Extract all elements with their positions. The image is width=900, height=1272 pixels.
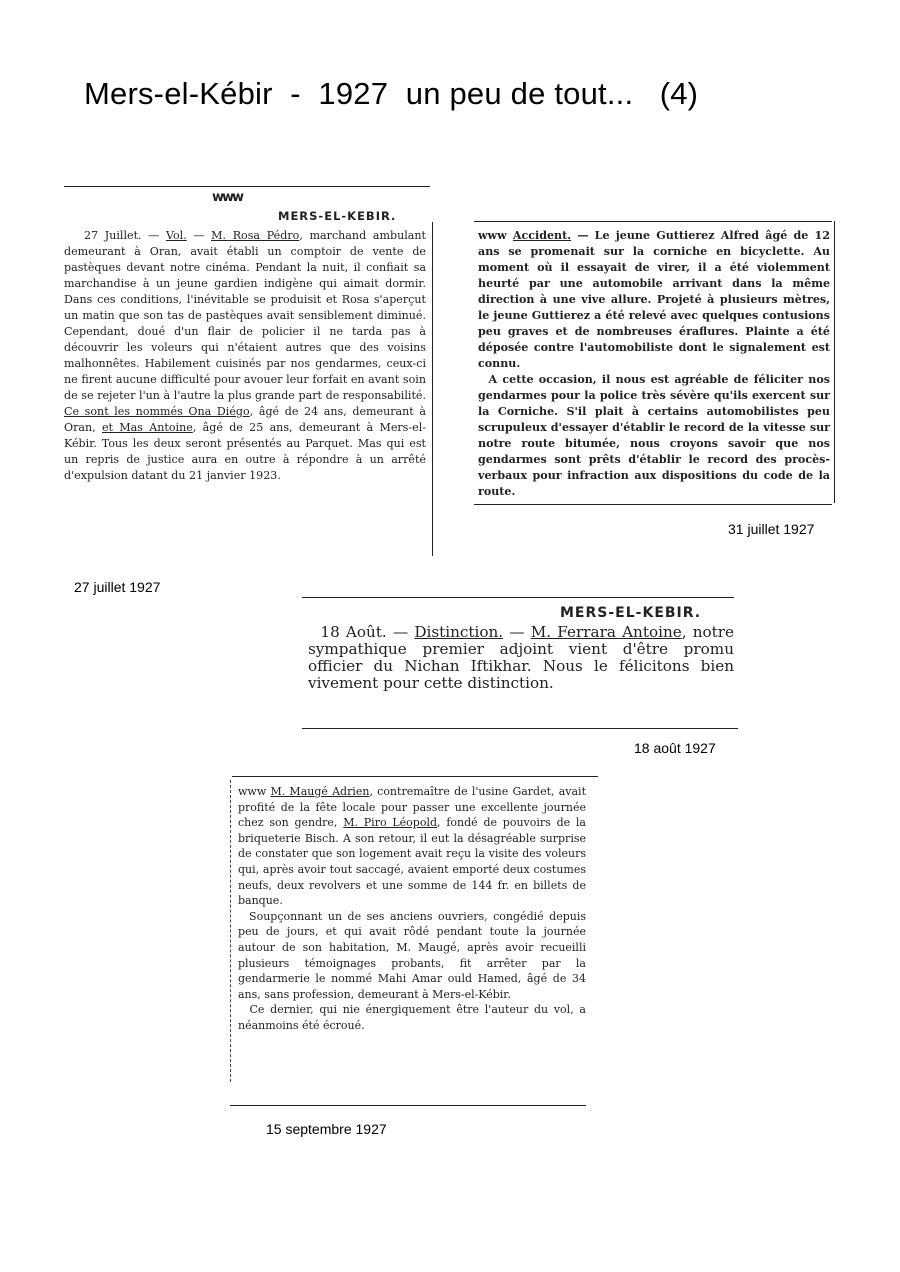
clip4-side-rule [230, 780, 231, 1082]
clip1-topic: Vol. [165, 229, 187, 242]
clip1-body3: , âgé de 25 ans, demeurant à Mers-el-Kébir. Tous les deux seront présentés au Parquet. Mas qui est un repris de justice aura en outre à répondre à un arrêté d'expulsion datant du 21 janvier 1923. [64, 421, 426, 482]
clip2-caption: 31 juillet 1927 [728, 521, 815, 537]
clip2-bottom-rule [474, 504, 832, 505]
clip4-caption: 15 septembre 1927 [266, 1121, 387, 1137]
clip3-top-rule [302, 597, 734, 598]
clip2-article [478, 228, 830, 500]
clip1-top-rule [64, 186, 430, 187]
clip1-body2: , âgé de 24 ans, demeurant à Oran, [64, 405, 426, 434]
clip3-sep: — [503, 623, 531, 641]
clip2-topic: Accident. [512, 229, 572, 242]
clip4-bottom-rule [230, 1105, 586, 1106]
clip2-body2: A cette occasion, il nous est agréable de féliciter nos gendarmes pour la police très sévère qu'ils exercent sur la Corniche. S'il plait à certains automobilistes peu scrupuleux d'essayer d'établir le record de la vitesse sur notre route bitumée, nous croyons savoir que nos gendarmes sont prêts d'établir le record des procès-verbaux pour infraction aux dispositions du code de la route. [478, 373, 830, 498]
clip4-article [238, 784, 586, 1034]
clip3-topic: Distinction. [414, 623, 504, 641]
clip1-ornament: ᴡᴡᴡ [212, 190, 243, 205]
clip4-name2: M. Piro Léopold [343, 816, 438, 830]
clip3-article [308, 624, 734, 692]
clip1-names-intro: Ce sont les nommés Ona Diégo [64, 405, 250, 418]
clip3-name: M. Ferrara Antoine [530, 623, 682, 641]
clip1-article: 27 Juillet. — Vol. — M. Rosa Pédro, marchand ambulant demeurant à Oran, avait établi un comptoir de vente de pastèques devant notre cinéma. Pendant la nuit, il confiait sa marchandise à un jeune gardien indigène qui aimait dormir. Dans ces conditions, l'inévitable se produisit et Rosa s'aperçut un matin que son tas de pastèques avait sensiblement diminué. Cependant, doué d'un flair de policier il ne tarda pas à découvrir les voleurs qui n'étaient autres que des voisins malhonnêtes. Habilement cuisinés par nos gendarmes, ceux-ci ne firent aucune difficulté pour avouer leur forfait en avant soin de se rejeter l'un à l'autre la plus grande part de responsabilité. Ce sont les nommés Ona Diégo, âgé de 24 ans, demeurant à Oran, et Mas Antoine, âgé de 25 ans, demeurant à Mers-el-Kébir. Tous les deux seront présentés au Parquet. Mas qui est un repris de justice aura en outre à répondre à un arrêté d'expulsion datant du 21 janvier 1923. [64, 229, 426, 482]
clip1-heading: MERS-EL-KEBIR. [278, 209, 397, 223]
clip4-body: , contremaître de l'usine Gardet, avait profité de la fête locale pour passer une excellente journée chez son gendre, [238, 785, 586, 830]
clip2-ornament: ᴡᴡᴡ [478, 229, 507, 242]
clip3-bottom-rule [302, 728, 738, 729]
clip2-body: — Le jeune Guttierez Alfred âgé de 12 ans se promenait sur la corniche en bicyclette. Au moment où il essayait de virer, il a été violemment heurté par une automobile arrivant dans la même direction à une vive allure. Projeté à plusieurs mètres, le jeune Guttierez a été relevé avec quelques contusions peu graves et de nombreuses éraflures. Plainte a été déposée contre l'automobiliste dont le signalement est connu. [478, 229, 830, 370]
clip3-heading: MERS-EL-KEBIR. [560, 605, 702, 621]
clip1-name2: et Mas Antoine [101, 421, 193, 434]
clip4-body3: Soupçonnant un de ses anciens ouvriers, congédié depuis peu de jours, et qui avait rôdé pendant toute la journée autour de son habitation, M. Maugé, après avoir recueilli plusieurs témoignages probants, fit arrêter par la gendarmerie le nommé Mahi Amar ould Hamed, âgé de 34 ans, sans profession, demeurant à Mers-el-Kébir. [238, 909, 586, 1001]
clip4-body4: Ce dernier, qui nie énergiquement être l'auteur du vol, a néanmoins été écroué. [238, 1003, 586, 1032]
clip2-top-rule [474, 221, 832, 222]
clip1-side-rule [432, 222, 433, 556]
clip4-top-rule [232, 776, 598, 777]
clip3-body: , notre sympathique premier adjoint vient d'être promu officier du Nichan Iftikhar. Nous le félicitons bien vivement pour cette distinction. [308, 623, 735, 692]
clip1-date: 27 Juillet. — [84, 229, 166, 242]
page-title: Mers-el-Kébir - 1927 un peu de tout... (4) [84, 76, 699, 111]
clip1-caption: 27 juillet 1927 [74, 579, 161, 595]
clip2-side-rule [834, 221, 835, 503]
clip1-body: , marchand ambulant demeurant à Oran, avait établi un comptoir de vente de pastèques devant notre cinéma. Pendant la nuit, il confiait sa marchandise à un jeune gardien indigène qui aimait dormir. Dans ces conditions, l'inévitable se produisit et Rosa s'aperçut un matin que son tas de pastèques avait sensiblement diminué. Cependant, doué d'un flair de policier il ne tarda pas à découvrir les voleurs qui n'étaient autres que des voisins malhonnêtes. Habilement cuisinés par nos gendarmes, ceux-ci ne firent aucune difficulté pour avouer leur forfait en avant soin de se rejeter l'un à l'autre la plus grande part de responsabilité. [64, 229, 426, 402]
clip1-name: M. Rosa Pédro [211, 229, 300, 242]
clip3-date: 18 Août. — [320, 623, 415, 641]
clip4-body2: , fondé de pouvoirs de la briqueterie Bisch. A son retour, il eut la désagréable surprise de constater que son logement avait reçu la visite des voleurs qui, après avoir tout saccagé, avaient emporté deux costumes neufs, deux revolvers et une somme de 144 fr. en billets de banque. [238, 816, 586, 908]
clip3-caption: 18 août 1927 [634, 740, 716, 756]
clip4-ornament: ᴡᴡᴡ [238, 785, 267, 798]
clip4-name: M. Maugé Adrien [270, 785, 370, 798]
